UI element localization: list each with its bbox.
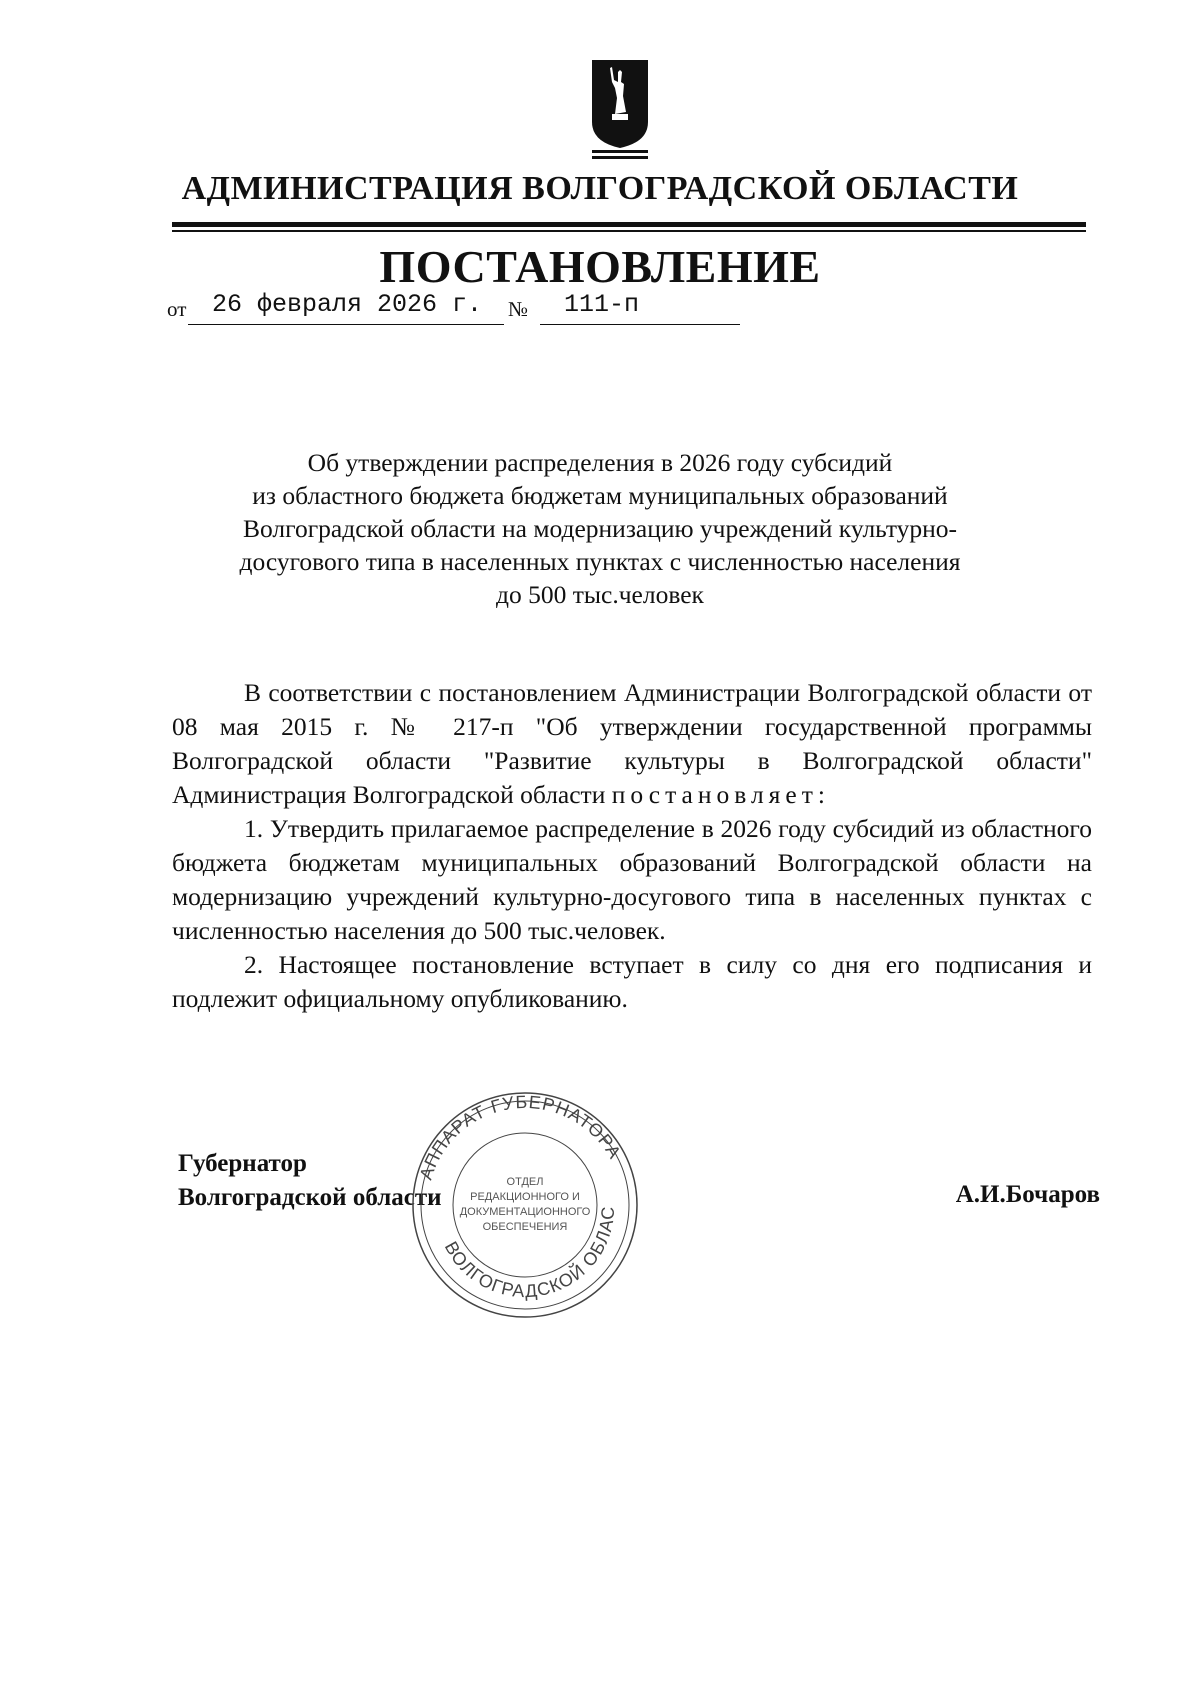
subject-line: из областного бюджета бюджетам муниципальных образований bbox=[252, 481, 948, 510]
subject-line: Об утверждении распределения в 2026 году субсидий bbox=[307, 448, 893, 477]
signatory-title-line2: Волгоградской области bbox=[178, 1184, 442, 1211]
svg-text:ОБЕСПЕЧЕНИЯ: ОБЕСПЕЧЕНИЯ bbox=[482, 1221, 568, 1233]
date-underline bbox=[188, 324, 504, 325]
svg-text:АППАРАТ ГУБЕРНАТОРА: АППАРАТ ГУБЕРНАТОРА bbox=[415, 1091, 626, 1183]
preamble-paragraph bbox=[172, 676, 1092, 812]
svg-text:ВОЛГОГРАДСКОЙ ОБЛАСТИ: ВОЛГОГРАДСКОЙ ОБЛАС bbox=[440, 1205, 619, 1302]
document-subject bbox=[150, 446, 1050, 611]
header-rule-thin bbox=[172, 230, 1086, 232]
organization-title: АДМИНИСТРАЦИЯ ВОЛГОГРАДСКОЙ ОБЛАСТИ bbox=[181, 170, 1019, 207]
official-seal-stamp bbox=[406, 1090, 644, 1320]
date-prefix: от bbox=[167, 297, 187, 321]
document-number: 111-п bbox=[564, 290, 640, 319]
coat-of-arms-icon bbox=[588, 58, 652, 162]
item-1-paragraph: 1. Утвердить прилагаемое распределение в 2026 году субсидий из областного бюджета бюджетам муниципальных образований Волгоградской области на модернизацию учреждений культурно-досугового типа в населенных пунктах с численностью населения до 500 тыс.человек. bbox=[172, 814, 1092, 945]
header-rule-thick bbox=[172, 222, 1086, 227]
subject-line: до 500 тыс.человек bbox=[496, 580, 704, 609]
subject-line: Волгоградской области на модернизацию учреждений культурно- bbox=[242, 514, 958, 543]
subject-line: досугового типа в населенных пунктах с численностью населения bbox=[239, 547, 961, 576]
svg-text:ОТДЕЛ: ОТДЕЛ bbox=[506, 1176, 544, 1188]
number-underline bbox=[540, 324, 740, 325]
document-date: 26 февраля 2026 г. bbox=[212, 290, 483, 319]
item-2-paragraph: 2. Настоящее постановление вступает в силу со дня его подписания и подлежит официальному опубликованию. bbox=[172, 950, 1092, 1013]
preamble-text: В соответствии с постановлением Администрации Волгоградской области от 08 мая 2015 г. № 217-п "Об утверждении государственной программы Волгоградской области "Развитие культуры в Волгоградской области" Администрация Волгоградской области bbox=[172, 678, 1092, 809]
number-prefix: № bbox=[508, 297, 529, 321]
document-type-title: ПОСТАНОВЛЕНИЕ bbox=[379, 241, 821, 292]
decree-word: постановляет: bbox=[611, 780, 830, 809]
svg-text:ДОКУМЕНТАЦИОННОГО: ДОКУМЕНТАЦИОННОГО bbox=[459, 1206, 591, 1218]
document-body bbox=[172, 676, 1092, 1016]
signatory-name: А.И.Бочаров bbox=[955, 1181, 1100, 1208]
svg-text:РЕДАКЦИОННОГО И: РЕДАКЦИОННОГО И bbox=[470, 1191, 580, 1203]
signatory-title bbox=[178, 1147, 442, 1215]
signatory-title-line1: Губернатор bbox=[178, 1150, 307, 1177]
